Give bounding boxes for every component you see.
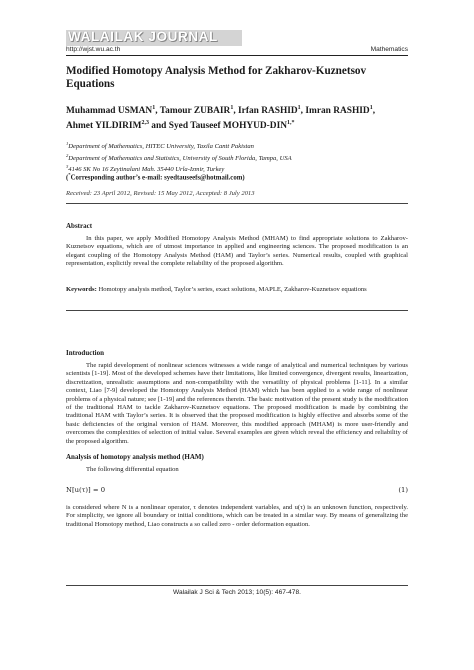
corresponding-author: (*Corresponding author’s e-mail: syedtauseefs@hotmail.com) [66,172,245,182]
footer-divider [66,585,408,586]
dates-divider [66,203,408,204]
abstract-text: In this paper, we apply Modified Homotopy Analysis Method (MHAM) to find appropriate solutions to Zakharov-Kuznetsov equations, which are of utmost importance in applied and engineering sciences. The proposed modification is an elegant coupling of the Homotopy Analysis Method (HAM) and Taylor’s series. Numerical results, coupled with graphical representation, explicitly reveal the complete reliability of the proposed algorithm. [66,235,408,268]
running-header [66,46,408,53]
abstract-divider [66,310,408,311]
paper-title: Modified Homotopy Analysis Method for Zakharov-Kuznetsov Equations [66,65,367,91]
introduction-text: The rapid development of nonlinear sciences witnesses a wide range of analytical and numerical techniques by various scientists [1-19]. Most of the developed schemes have their limitations, like limited convergence, divergent results, linearization, discretization, unrealistic assumptions and non-compatibility with the versatility of physical problems [1-11]. In a similar context, Liao [7-9] developed the Homotopy Analysis Method (HAM) which has been applied to a wide range of nonlinear problems of a physical nature; see [1-19] and the references therein. The basic motivation of the present study is the modification of the traditional HAM to tackle Zakharov-Kuznetsov equations. The proposed modification is made by combining the traditional HAM with Taylor’s series. It is observed that the proposed modification is highly effective and absorbs some of the basic deficiencies of the original version of HAM. Moreover, this modified approach (MHAM) is more user-friendly and overcomes the complexities of selection of initial value. Several examples are given which reveal the efficiency and reliability of the proposed algorithm. [66,362,408,445]
header-divider [66,55,408,56]
journal-url[interactable]: http://wjst.wu.ac.th [66,46,121,53]
ham-heading: Analysis of homotopy analysis method (HAM) [66,453,204,461]
journal-section: Mathematics [370,46,408,53]
author-name: Ahmet YILDIRIM [66,121,142,132]
ham-text: is considered where N is a nonlinear operator, τ denotes independent variables, and u(τ) is an unknown function, respectively. For simplicity, we ignore all boundary or initial conditions, which can be treated in a similar way. By means of generalizing the traditional Homotopy method, Liao constructs a so called zero - order deformation equation. [66,504,408,528]
author-sup: 2,3 [141,120,149,127]
affiliation: $^3$4146 SK No 16 Zeytinalani Mah. 35440 Urla-Izmir, Turkey [66,164,225,174]
equation-number: (1) [398,486,408,494]
affiliation: $^1$Department of Mathematics, HITEC University, Taxila Cantt Pakistan [66,141,254,151]
author-name: Syed Tauseef MOHYUD-DIN [168,121,287,132]
author-name: Imran RASHID [305,106,370,117]
journal-logo: WALAILAK JOURNAL [68,29,218,44]
author-name: Irfan RASHID [238,106,298,117]
author-name: Muhammad USMAN [66,106,153,117]
author-sup: 1 [297,105,301,111]
author-list: Muhammad USMAN$^1$, Tamour ZUBAIR$^1$, Irfan RASHID$^1$, Imran RASHID$^1$, Ahmet YILDIRIM$^{2,3}$ and Syed Tauseef MOHYUD-$DIN^{1,*}$ [66,105,376,132]
keywords: Keywords: Homotopy analysis method, Taylor’s series, exact solutions, MAPLE, Zakharov-Kuznetsov equations [66,286,367,293]
equation-1 [66,486,408,494]
author-sup: 1 [369,105,373,111]
author-sup: 1 [230,105,234,111]
equation-body: N[u(τ)] = 0 [66,486,106,494]
author-name: Tamour ZUBAIR [159,106,231,117]
introduction-heading: Introduction [66,349,104,357]
author-sup: 1 [152,105,156,111]
affiliation: $^2$Department of Mathematics and Statistics, University of South Florida, Tampa, USA [66,152,292,162]
publication-dates: Received: 23 April 2012, Revised: 15 May 2012, Accepted: 8 July 2013 [66,190,255,197]
abstract-heading: Abstract [66,222,93,230]
ham-lead: The following differential equation [86,466,179,473]
author-sup: 1,* [286,120,295,127]
page-footer: Walailak J Sci & Tech 2013; 10(5): 467-478. [173,589,301,596]
affiliations [66,140,408,175]
